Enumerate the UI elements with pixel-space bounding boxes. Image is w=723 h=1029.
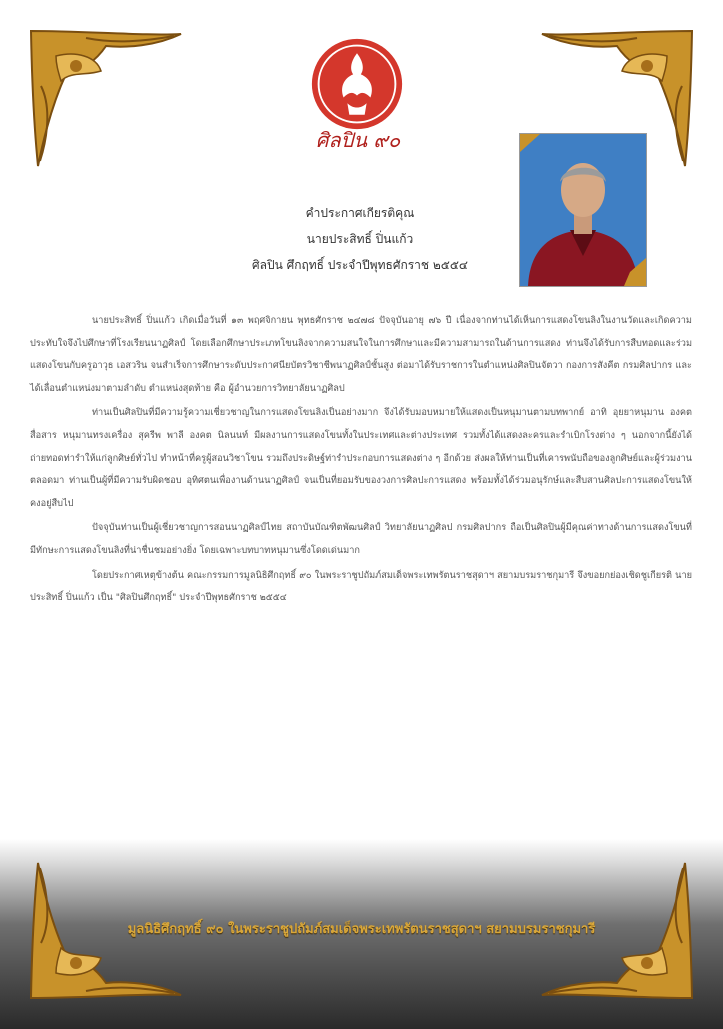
citation-paragraph: ปัจจุบันท่านเป็นผู้เชี่ยวชาญการสอนนาฏศิลป์ไทย สถาบันบัณฑิตพัฒนศิลป์ วิทยาลัยนาฏศิลป กรมศิลปากร ถือเป็นศิลปินผู้มีคุณค่าทางด้านการแสดงโขนที่มีทักษะการแสดงโขนลิงที่น่าชื่นชมอย่างยิ่ง โดยเฉพาะบทบาทหนุมานซึ่งโดดเด่นมาก (30, 522, 692, 556)
ornament-corner-top-left (26, 26, 186, 176)
seal-caption: ศิลปิน ๙๐ (315, 128, 401, 152)
citation-paragraph: นายประสิทธิ์ ปิ่นแก้ว เกิดเมื่อวันที่ ๑๓ พฤศจิกายน พุทธศักราช ๒๔๗๘ ปัจจุบันอายุ ๗๖ ปี เนื่องจากท่านได้เห็นการแสดงโขนลิงในงานวัดและเกิดความประทับใจจึงไปศึกษาที่โรงเรียนนาฏศิลป์ โดยเลือกศึกษาประเภทโขนลิงจากความสนใจในการศึกษาและมีความสามารถในด้านการแสดง ท่านจึงได้รับการสืบทอดและร่วมแสดงโขนกับครูอาวุธ เอสวริน จนสำเร็จการศึกษาระดับประกาศนียบัตรวิชาชีพนาฏศิลป์ชั้นสูง ต่อมาได้รับราชการในตำแหน่งศิลปินจัตวา กองการสังคีต กรมศิลปากร และได้เลื่อนตำแหน่งมาตามลำดับ ตำแหน่งสุดท้าย คือ ผู้อำนวยการวิทยาลัยนาฏศิลป (30, 315, 692, 394)
award-year-line: ศิลปิน ศึกฤทธิ์ ประจำปีพุทธศักราช ๒๕๕๔ (251, 258, 469, 272)
citation-paragraph: ท่านเป็นศิลปินที่มีความรู้ความเชี่ยวชาญในการแสดงโขนลิงเป็นอย่างมาก จึงได้รับมอบหมายให้แสดงเป็นหนุมานตามบทพากย์ อาทิ อุยยาหนุมาน องคตสื่อสาร หนุมานทรงเครื่อง สุครีพ พาลี องคต นิลนนท์ มีผลงานการแสดงโขนทั้งในประเทศและต่างประเทศ รวมทั้งได้แสดงละครและรำเบิกโรงต่าง ๆ นอกจากนี้ยังได้ถ่ายทอดท่ารำให้แก่ลูกศิษย์ทั่วไป ทำหน้าที่ครูผู้สอนวิชาโขน รวมถึงประดิษฐ์ท่ารำประกอบการแสดงต่าง ๆ อีกด้วย ส่งผลให้ท่านเป็นที่เคารพนับถือของลูกศิษย์และผู้ร่วมงานตลอดมา ท่านเป็นผู้ที่มีความรับผิดชอบ อุทิศตนเพื่องานด้านนาฏศิลป์ จนเป็นที่ยอมรับของวงการศิลปะการแสดง พร้อมทั้งได้ร่วมอนุรักษ์และสืบสานศิลปะการแสดงโขนให้คงอยู่สืบไป (30, 407, 692, 509)
honoree-name: นายประสิทธิ์ ปิ่นแก้ว (306, 232, 414, 246)
citation-paragraph: โดยประกาศเหตุข้างต้น คณะกรรมการมูลนิธิศึกฤทธิ์ ๙๐ ในพระราชูปถัมภ์สมเด็จพระเทพรัตนราชสุดาฯ สยามบรมราชกุมารี จึงขอยกย่องเชิดชูเกียรติ นายประสิทธิ์ ปิ่นแก้ว เป็น "ศิลปินศึกฤทธิ์" ประจำปีพุทธศักราช ๒๕๕๔ (30, 569, 692, 604)
citation-body (30, 310, 692, 612)
certificate-heading: คำประกาศเกียรติคุณ (305, 206, 415, 220)
title-block (150, 200, 570, 278)
foundation-seal-logo (309, 36, 405, 132)
foundation-footer-text: มูลนิธิศึกฤทธิ์ ๙๐ ในพระราชูปถัมภ์สมเด็จพระเทพรัตนราชสุดาฯ สยามบรมราชกุมารี (127, 922, 596, 937)
